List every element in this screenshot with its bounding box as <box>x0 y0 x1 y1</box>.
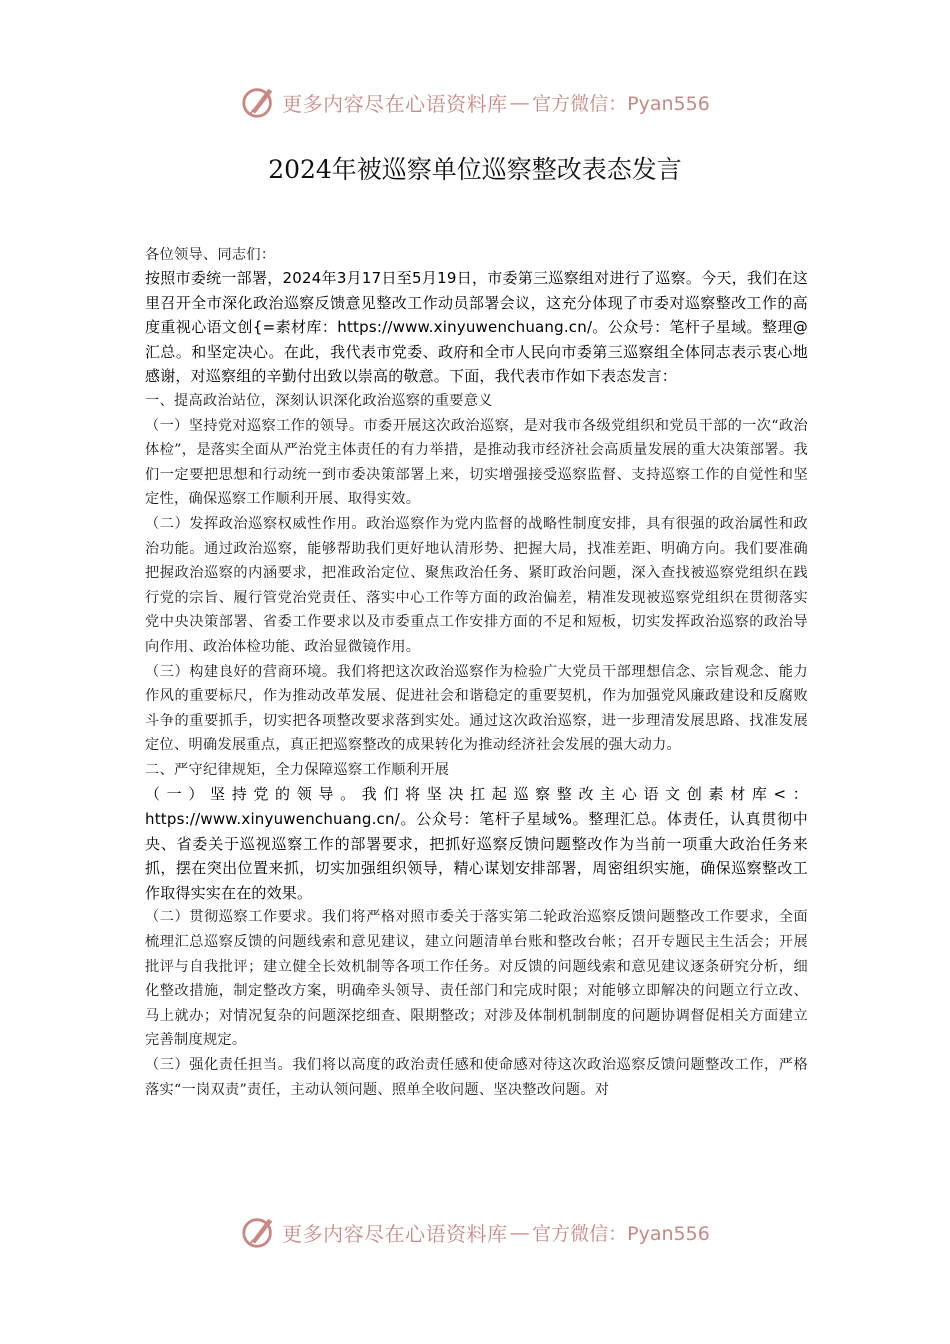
banner-separator: — <box>509 90 531 114</box>
paragraph: （三）强化责任担当。我们将以高度的政治责任感和使命感对待这次政治巡察反馈问题整改工作，严格落实“一岗双责”责任，主动认领问题、照单全收问题、坚决整改问题。对 <box>145 1057 808 1098</box>
paragraph: （一）坚持党的领导。我们将坚决扛起巡察整改主心语文创素材库<：https://www.xinyuwenchuang.cn/。公众号：笔杆子星域%。整理汇总。体责任，认真贯彻中央、省委关于巡视巡察工作的部署要求，把抓好巡察反馈问题整改作为当前一项重大政治任务来抓，摆在突出位置来抓，切实加强组织领导，精心谋划安排部署，周密组织实施，确保巡察整改工作取得实实在在的效果。 <box>145 785 808 902</box>
banner-separator: — <box>509 1220 531 1244</box>
document-body <box>145 244 808 1102</box>
banner-text: 更多内容尽在心语资料库 <box>282 1221 508 1246</box>
paragraph: （二）贯彻巡察工作要求。我们将严格对照市委关于落实第二轮政治巡察反馈问题整改工作要求，全面梳理汇总巡察反馈的问题线索和意见建议，建立问题清单台账和整改台帐；召开专题民主生活会；开展批评与自我批评；建立健全长效机制等各项工作任务。对反馈的问题线索和意见建议逐条研究分析，细化整改措施，制定整改方案，明确牵头领导、责任部门和完成时限；对能够立即解决的问题立行立改、马上就办；对情况复杂的问题深挖细查、限期整改；对涉及体制机制制度的问题协调督促相关方面建立完善制度规定。 <box>145 909 808 1049</box>
banner-wechat: 官方微信：Pyan556 <box>532 92 710 115</box>
quill-logo-icon <box>240 83 278 121</box>
paragraph: （一）坚持党对巡察工作的领导。市委开展这次政治巡察，是对我市各级党组织和党员干部的一次“政治体检”，是落实全面从严治党主体责任的有力举措，是推动我市经济社会高质量发展的重大决策部署。我们一定要把思想和行动统一到市委决策部署上来，切实增强接受巡察监督、支持巡察工作的自觉性和坚定性，确保巡察工作顺利开展、取得实效。 <box>145 417 808 508</box>
paragraph: （二）发挥政治巡察权威性作用。政治巡察作为党内监督的战略性制度安排，具有很强的政治属性和政治功能。通过政治巡察，能够帮助我们更好地认清形势、把握大局，找准差距、明确方向。我们要准确把握政治巡察的内涵要求，把准政治定位、聚焦政治任务、紧盯政治问题，深入查找被巡察党组织在践行党的宗旨、履行管党治党责任、落实中心工作等方面的政治偏差，精准发现被巡察党组织在贯彻落实党中央决策部署、省委工作要求以及市委重点工作安排方面的不足和短板，切实发挥政治巡察的政治导向作用、政治体检功能、政治显微镜作用。 <box>145 515 808 655</box>
document-title: 2024年被巡察单位巡察整改表态发言 <box>268 155 682 184</box>
banner-text: 更多内容尽在心语资料库 <box>282 91 508 116</box>
header-banner <box>0 82 950 122</box>
quill-logo-icon <box>240 1213 278 1251</box>
paragraph: （三）构建良好的营商环境。我们将把这次政治巡察作为检验广大党员干部理想信念、宗旨观念、能力作风的重要标尺，作为推动改革发展、促进社会和谐稳定的重要契机，作为加强党风廉政建设和反腐败斗争的重要抓手，切实把各项整改要求落到实处。通过这次政治巡察，进一步理清发展思路、找准发展定位、明确发展重点，真正把巡察整改的成果转化为推动经济社会发展的强大动力。 <box>145 663 808 754</box>
section-heading: 二、严守纪律规矩，全力保障巡察工作顺利开展 <box>145 761 450 778</box>
footer-banner <box>0 1212 950 1252</box>
section-heading: 一、提高政治站位，深刻认识深化政治巡察的重要意义 <box>145 392 493 409</box>
salutation: 各位领导、同志们： <box>145 247 276 263</box>
banner-wechat: 官方微信：Pyan556 <box>532 1222 710 1245</box>
paragraph: 按照市委统一部署，2024年3月17日至5月19日，市委第三巡察组对进行了巡察。今天，我们在这里召开全市深化政治巡察反馈意见整改工作动员部署会议，这充分体现了市委对巡察整改工作的高度重视心语文创{=素材库：https://www.xinyuwenchuang.cn/。公众号：笔杆子星域。整理@汇总。和坚定决心。在此，我代表市党委、政府和全市人民向市委第三巡察组全体同志表示衷心地感谢，对巡察组的辛勤付出致以崇高的敬意。下面，我代表市作如下表态发言： <box>145 269 808 386</box>
